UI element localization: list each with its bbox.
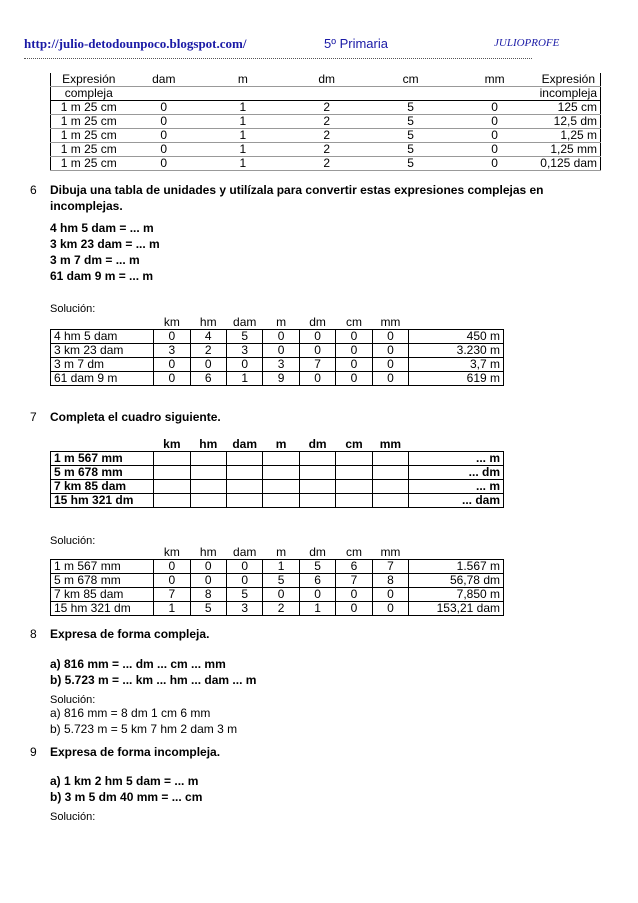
blank-cell (190, 494, 226, 508)
table-header-row (51, 316, 504, 330)
digit-cell: 8 (372, 574, 408, 588)
table-header-row (51, 438, 504, 452)
digit-cell: 0 (299, 344, 335, 358)
col-header: Expresión (51, 73, 127, 87)
digit-cell: 0 (453, 101, 537, 115)
table-row (51, 588, 504, 602)
prompt-line: Dibuja una tabla de unidades y utilízala para convertir estas expresiones complejas en (50, 183, 544, 197)
col-header: dm (308, 437, 327, 451)
digit-cell: 0 (226, 358, 262, 372)
col-header: dam (127, 73, 201, 87)
result-cell: ... dm (409, 466, 504, 480)
question-number: 7 (30, 410, 37, 424)
blank-cell (299, 480, 335, 494)
digit-cell: 5 (226, 330, 262, 344)
exercise-list (50, 773, 202, 805)
result-cell: 0,125 dam (537, 157, 601, 171)
digit-cell: 0 (299, 588, 335, 602)
digit-cell: 0 (154, 574, 190, 588)
expression-cell: 1 m 25 cm (51, 115, 127, 129)
table-row (51, 115, 601, 129)
blog-url[interactable]: http://julio-detodounpoco.blogspot.com/ (24, 36, 247, 51)
digit-cell: 1 (299, 602, 335, 616)
digit-cell: 6 (190, 372, 226, 386)
result-cell: 1,25 m (537, 129, 601, 143)
col-header: hm (199, 545, 217, 559)
question-prompt (50, 182, 544, 214)
table-row (51, 452, 504, 466)
digit-cell: 2 (263, 602, 299, 616)
digit-cell: 1 (201, 157, 285, 171)
blank-cell (154, 480, 190, 494)
expression-cell: 1 m 25 cm (51, 129, 127, 143)
expression-cell: 1 m 25 cm (51, 143, 127, 157)
result-cell: 3,7 m (409, 358, 504, 372)
digit-cell: 6 (299, 574, 335, 588)
exercise-item: b) 3 m 5 dm 40 mm = ... cm (50, 790, 203, 804)
exercise-item: a) 816 mm = ... dm ... cm ... mm (50, 657, 226, 671)
blank-header (51, 546, 154, 560)
digit-cell: 3 (226, 344, 262, 358)
table-header-row (51, 546, 504, 560)
exercise-item: 3 m 7 dm = ... m (50, 253, 140, 267)
blank-header (409, 316, 504, 330)
blank-cell (226, 452, 262, 466)
col-header: cm (345, 437, 363, 451)
digit-cell: 0 (372, 372, 408, 386)
blank-header (409, 438, 504, 452)
digit-cell: 2 (285, 115, 369, 129)
digit-cell: 2 (285, 157, 369, 171)
digit-cell: 6 (336, 560, 372, 574)
blank-cell (263, 480, 299, 494)
blank-cell (372, 452, 408, 466)
digit-cell: 0 (453, 157, 537, 171)
digit-cell: 5 (369, 157, 453, 171)
digit-cell: 0 (154, 372, 190, 386)
digit-cell: 0 (226, 560, 262, 574)
table-row (51, 344, 504, 358)
result-cell: 1,25 mm (537, 143, 601, 157)
digit-cell: 5 (299, 560, 335, 574)
table-row (51, 602, 504, 616)
expression-cell: 7 km 85 dam (51, 480, 154, 494)
digit-cell: 8 (190, 588, 226, 602)
author-label: JULIOPROFE (494, 37, 560, 49)
col-header: m (276, 315, 287, 329)
question-number: 8 (30, 627, 37, 641)
expression-cell: 5 m 678 mm (51, 574, 154, 588)
result-cell: 125 cm (537, 101, 601, 115)
col-header: Expresión (537, 73, 601, 87)
col-header: compleja (51, 87, 127, 101)
result-cell: 56,78 dm (409, 574, 504, 588)
digit-cell: 2 (190, 344, 226, 358)
exercise-item: 4 hm 5 dam = ... m (50, 221, 154, 235)
question-prompt: Expresa de forma incompleja. (50, 745, 221, 759)
answer-item: a) 816 mm = 8 dm 1 cm 6 mm (50, 706, 211, 720)
digit-cell: 7 (154, 588, 190, 602)
result-cell: 7,850 m (409, 588, 504, 602)
digit-cell: 0 (127, 115, 201, 129)
digit-cell: 1 (201, 101, 285, 115)
digit-cell: 0 (336, 602, 372, 616)
col-header: dm (309, 545, 326, 559)
col-header: km (163, 437, 181, 451)
exercise-item: a) 1 km 2 hm 5 dam = ... m (50, 774, 199, 788)
blank-cell (263, 466, 299, 480)
table-row (51, 466, 504, 480)
question-number: 9 (30, 745, 37, 759)
blank-cell (372, 466, 408, 480)
result-cell: ... dam (409, 494, 504, 508)
blank-cell (263, 494, 299, 508)
digit-cell: 5 (369, 143, 453, 157)
digit-cell: 7 (336, 574, 372, 588)
result-cell: 3.230 m (409, 344, 504, 358)
expression-cell: 1 m 567 mm (51, 452, 154, 466)
digit-cell: 0 (154, 560, 190, 574)
col-header: mm (379, 437, 402, 451)
exercise-item: 3 km 23 dam = ... m (50, 237, 160, 251)
table-row (51, 129, 601, 143)
col-header: cm (369, 73, 453, 87)
expression-cell: 3 m 7 dm (51, 358, 154, 372)
digit-cell: 3 (154, 344, 190, 358)
digit-cell: 0 (127, 129, 201, 143)
col-header: incompleja (537, 87, 601, 101)
digit-cell: 1 (226, 372, 262, 386)
expression-cell: 7 km 85 dam (51, 588, 154, 602)
digit-cell: 3 (226, 602, 262, 616)
expression-cell: 5 m 678 mm (51, 466, 154, 480)
digit-cell: 1 (154, 602, 190, 616)
blank-header (51, 438, 154, 452)
digit-cell: 0 (226, 574, 262, 588)
digit-cell: 0 (372, 602, 408, 616)
digit-cell: 0 (263, 344, 299, 358)
digit-cell: 1 (201, 129, 285, 143)
col-header: hm (199, 315, 217, 329)
col-header: dm (285, 73, 369, 87)
digit-cell: 0 (154, 330, 190, 344)
result-cell: ... m (409, 480, 504, 494)
digit-cell: 0 (190, 574, 226, 588)
col-header-blank (453, 87, 537, 101)
expression-cell: 1 m 25 cm (51, 157, 127, 171)
blank-cell (336, 466, 372, 480)
prompt-line: incomplejas. (50, 199, 123, 213)
blank-cell (190, 480, 226, 494)
digit-cell: 0 (263, 330, 299, 344)
digit-cell: 5 (369, 101, 453, 115)
digit-cell: 0 (453, 143, 537, 157)
solution-label: Solución: (50, 694, 96, 706)
digit-cell: 0 (453, 129, 537, 143)
exercise-list (50, 220, 160, 284)
digit-cell: 5 (369, 115, 453, 129)
expression-cell: 61 dam 9 m (51, 372, 154, 386)
question-prompt: Expresa de forma compleja. (50, 627, 210, 641)
digit-cell: 0 (299, 372, 335, 386)
digit-cell: 5 (263, 574, 299, 588)
digit-cell: 0 (453, 115, 537, 129)
digit-cell: 3 (263, 358, 299, 372)
col-header-blank (127, 87, 201, 101)
expression-cell: 1 m 567 mm (51, 560, 154, 574)
blank-cell (154, 466, 190, 480)
dotted-divider (24, 58, 532, 59)
digit-cell: 0 (299, 330, 335, 344)
table-row (51, 143, 601, 157)
col-header: cm (346, 315, 362, 329)
digit-cell: 0 (336, 358, 372, 372)
solution-label: Solución: (50, 303, 96, 315)
digit-cell: 0 (372, 358, 408, 372)
digit-cell: 2 (285, 101, 369, 115)
digit-cell: 7 (299, 358, 335, 372)
col-header: cm (346, 545, 362, 559)
digit-cell: 0 (127, 101, 201, 115)
col-header: dam (232, 437, 258, 451)
result-cell: 619 m (409, 372, 504, 386)
exercise-list (50, 656, 256, 688)
blank-cell (299, 466, 335, 480)
digit-cell: 1 (201, 143, 285, 157)
digit-cell: 0 (127, 143, 201, 157)
digit-cell: 0 (190, 358, 226, 372)
col-header: dam (233, 545, 257, 559)
blank-cell (190, 452, 226, 466)
blank-cell (226, 494, 262, 508)
digit-cell: 0 (372, 330, 408, 344)
blank-cell (336, 452, 372, 466)
col-header: mm (380, 315, 401, 329)
result-cell: 450 m (409, 330, 504, 344)
digit-cell: 2 (285, 143, 369, 157)
result-cell: 1.567 m (409, 560, 504, 574)
digit-cell: 9 (263, 372, 299, 386)
blank-cell (226, 466, 262, 480)
expression-cell: 15 hm 321 dm (51, 494, 154, 508)
digit-cell: 5 (190, 602, 226, 616)
blank-header (409, 546, 504, 560)
digit-cell: 0 (127, 157, 201, 171)
digit-cell: 0 (154, 358, 190, 372)
expression-cell: 3 km 23 dam (51, 344, 154, 358)
table-row (51, 330, 504, 344)
digit-cell: 0 (336, 588, 372, 602)
blank-cell (336, 480, 372, 494)
solution-label: Solución: (50, 811, 96, 823)
question-number: 6 (30, 183, 37, 197)
conversion-table-1 (50, 73, 601, 171)
col-header: m (201, 73, 285, 87)
digit-cell: 4 (190, 330, 226, 344)
digit-cell: 5 (226, 588, 262, 602)
col-header: mm (380, 545, 401, 559)
digit-cell: 1 (201, 115, 285, 129)
table-row (51, 372, 504, 386)
question-prompt: Completa el cuadro siguiente. (50, 410, 221, 424)
digit-cell: 0 (263, 588, 299, 602)
col-header: km (163, 315, 180, 329)
table-header-row (51, 73, 601, 87)
table-header-row (51, 87, 601, 101)
table-row (51, 560, 504, 574)
digit-cell: 0 (336, 344, 372, 358)
blank-header (51, 316, 154, 330)
blank-cell (299, 452, 335, 466)
table-row (51, 574, 504, 588)
exercise-item: 61 dam 9 m = ... m (50, 269, 154, 283)
exercise-table-q7 (50, 438, 504, 508)
digit-cell: 7 (372, 560, 408, 574)
exercise-item: b) 5.723 m = ... km ... hm ... dam ... m (50, 673, 257, 687)
col-header: dam (233, 315, 257, 329)
solution-table-q6 (50, 316, 504, 386)
digit-cell: 0 (336, 330, 372, 344)
blank-cell (372, 480, 408, 494)
answer-list (50, 705, 237, 737)
col-header: mm (453, 73, 537, 87)
digit-cell: 2 (285, 129, 369, 143)
digit-cell: 1 (263, 560, 299, 574)
col-header-blank (369, 87, 453, 101)
blank-cell (372, 494, 408, 508)
result-cell: 12,5 dm (537, 115, 601, 129)
result-cell: ... m (409, 452, 504, 466)
answer-item: b) 5.723 m = 5 km 7 hm 2 dam 3 m (50, 722, 238, 736)
blank-cell (154, 494, 190, 508)
table-row (51, 494, 504, 508)
table-row (51, 101, 601, 115)
result-cell: 153,21 dam (409, 602, 504, 616)
blank-cell (336, 494, 372, 508)
blank-cell (226, 480, 262, 494)
table-row (51, 358, 504, 372)
blank-cell (299, 494, 335, 508)
page-header (24, 36, 624, 56)
digit-cell: 5 (369, 129, 453, 143)
blank-cell (263, 452, 299, 466)
col-header: km (163, 545, 180, 559)
blank-cell (154, 452, 190, 466)
digit-cell: 0 (190, 560, 226, 574)
blank-cell (190, 466, 226, 480)
col-header-blank (201, 87, 285, 101)
solution-table-q7 (50, 546, 504, 616)
table-row (51, 157, 601, 171)
solution-label: Solución: (50, 535, 96, 547)
col-header: hm (199, 437, 218, 451)
col-header-blank (285, 87, 369, 101)
expression-cell: 1 m 25 cm (51, 101, 127, 115)
grade-label: 5º Primaria (324, 36, 388, 51)
digit-cell: 0 (372, 588, 408, 602)
table-row (51, 480, 504, 494)
expression-cell: 15 hm 321 dm (51, 602, 154, 616)
digit-cell: 0 (372, 344, 408, 358)
col-header: m (276, 545, 287, 559)
digit-cell: 0 (336, 372, 372, 386)
col-header: m (275, 437, 287, 451)
col-header: dm (309, 315, 326, 329)
expression-cell: 4 hm 5 dam (51, 330, 154, 344)
